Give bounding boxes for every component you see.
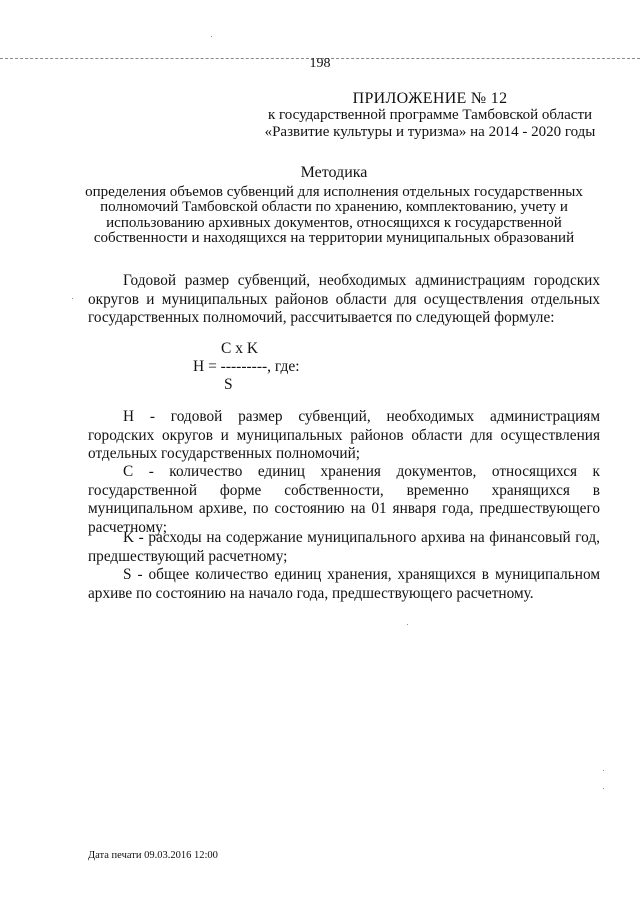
definition-h-line-3: отдельных государственных полномочий; xyxy=(88,445,361,462)
definition-s-line-1: S - общее количество единиц хранения, хранящихся в муниципальном xyxy=(123,566,600,583)
definition-k-line-2: предшествующий расчетному; xyxy=(88,547,288,565)
scan-speck xyxy=(72,298,73,299)
method-heading: Методика xyxy=(300,164,368,181)
intro-line-1: Годовой размер субвенций, необходимых администрациям городских xyxy=(123,272,600,289)
definition-h xyxy=(88,408,600,464)
intro-line-3: государственных полномочий, рассчитывается по следующей формуле: xyxy=(88,309,555,326)
definition-c-line-1: C - количество единиц хранения документов, относящихся к xyxy=(123,463,600,480)
scan-speck xyxy=(211,36,212,37)
scan-speck xyxy=(407,624,408,625)
definition-k xyxy=(88,529,600,566)
definition-c-line-3: муниципальном архиве, по состоянию на 01 января года, предшествующего xyxy=(88,500,600,517)
appendix-title: ПРИЛОЖЕНИЕ № 12 xyxy=(352,90,508,107)
method-line-3: использованию архивных документов, относящихся к государственной xyxy=(106,214,562,231)
page-number: 198 xyxy=(309,56,331,71)
definition-k-line-1: K - расходы на содержание муниципального архива на финансовый год, xyxy=(123,529,600,546)
scan-speck xyxy=(603,788,604,789)
scan-speck xyxy=(603,770,604,771)
method-line-4: собственности и находящихся на территории муниципальных образований xyxy=(93,230,575,246)
definition-s-line-2: архиве по состоянию на начало года, предшествующего расчетному. xyxy=(88,584,534,602)
appendix-line-1: к государственной программе Тамбовской области xyxy=(267,107,593,123)
appendix-line-2: «Развитие культуры и туризма» на 2014 - 2020 годы xyxy=(264,124,596,140)
method-line-1: определения объемов субвенций для исполнения отдельных государственных xyxy=(85,183,583,200)
method-title-block xyxy=(64,165,604,247)
formula-numerator: C x K xyxy=(221,340,259,357)
definition-h-line-2: городских округов и муниципальных районов области для осуществления xyxy=(88,426,600,444)
definition-c-line-4: расчетному; xyxy=(88,518,168,536)
formula-denominator: S xyxy=(224,376,233,393)
appendix-header xyxy=(252,90,608,141)
intro-paragraph xyxy=(88,272,600,328)
definition-c xyxy=(88,463,600,537)
method-line-2: полномочий Тамбовской области по хранению, комплектованию, учету и xyxy=(100,199,568,215)
definition-c-line-2: государственной форме собственности, временно хранящихся в xyxy=(88,481,600,499)
definition-s xyxy=(88,566,600,603)
print-date: Дата печати 09.03.2016 12:00 xyxy=(88,850,218,861)
formula-main-line: H = ---------, где: xyxy=(193,358,300,375)
intro-line-2: округов и муниципальных районов области для осуществления отдельных xyxy=(88,290,600,308)
definition-h-line-1: H - годовой размер субвенций, необходимых администрациям xyxy=(123,408,600,425)
